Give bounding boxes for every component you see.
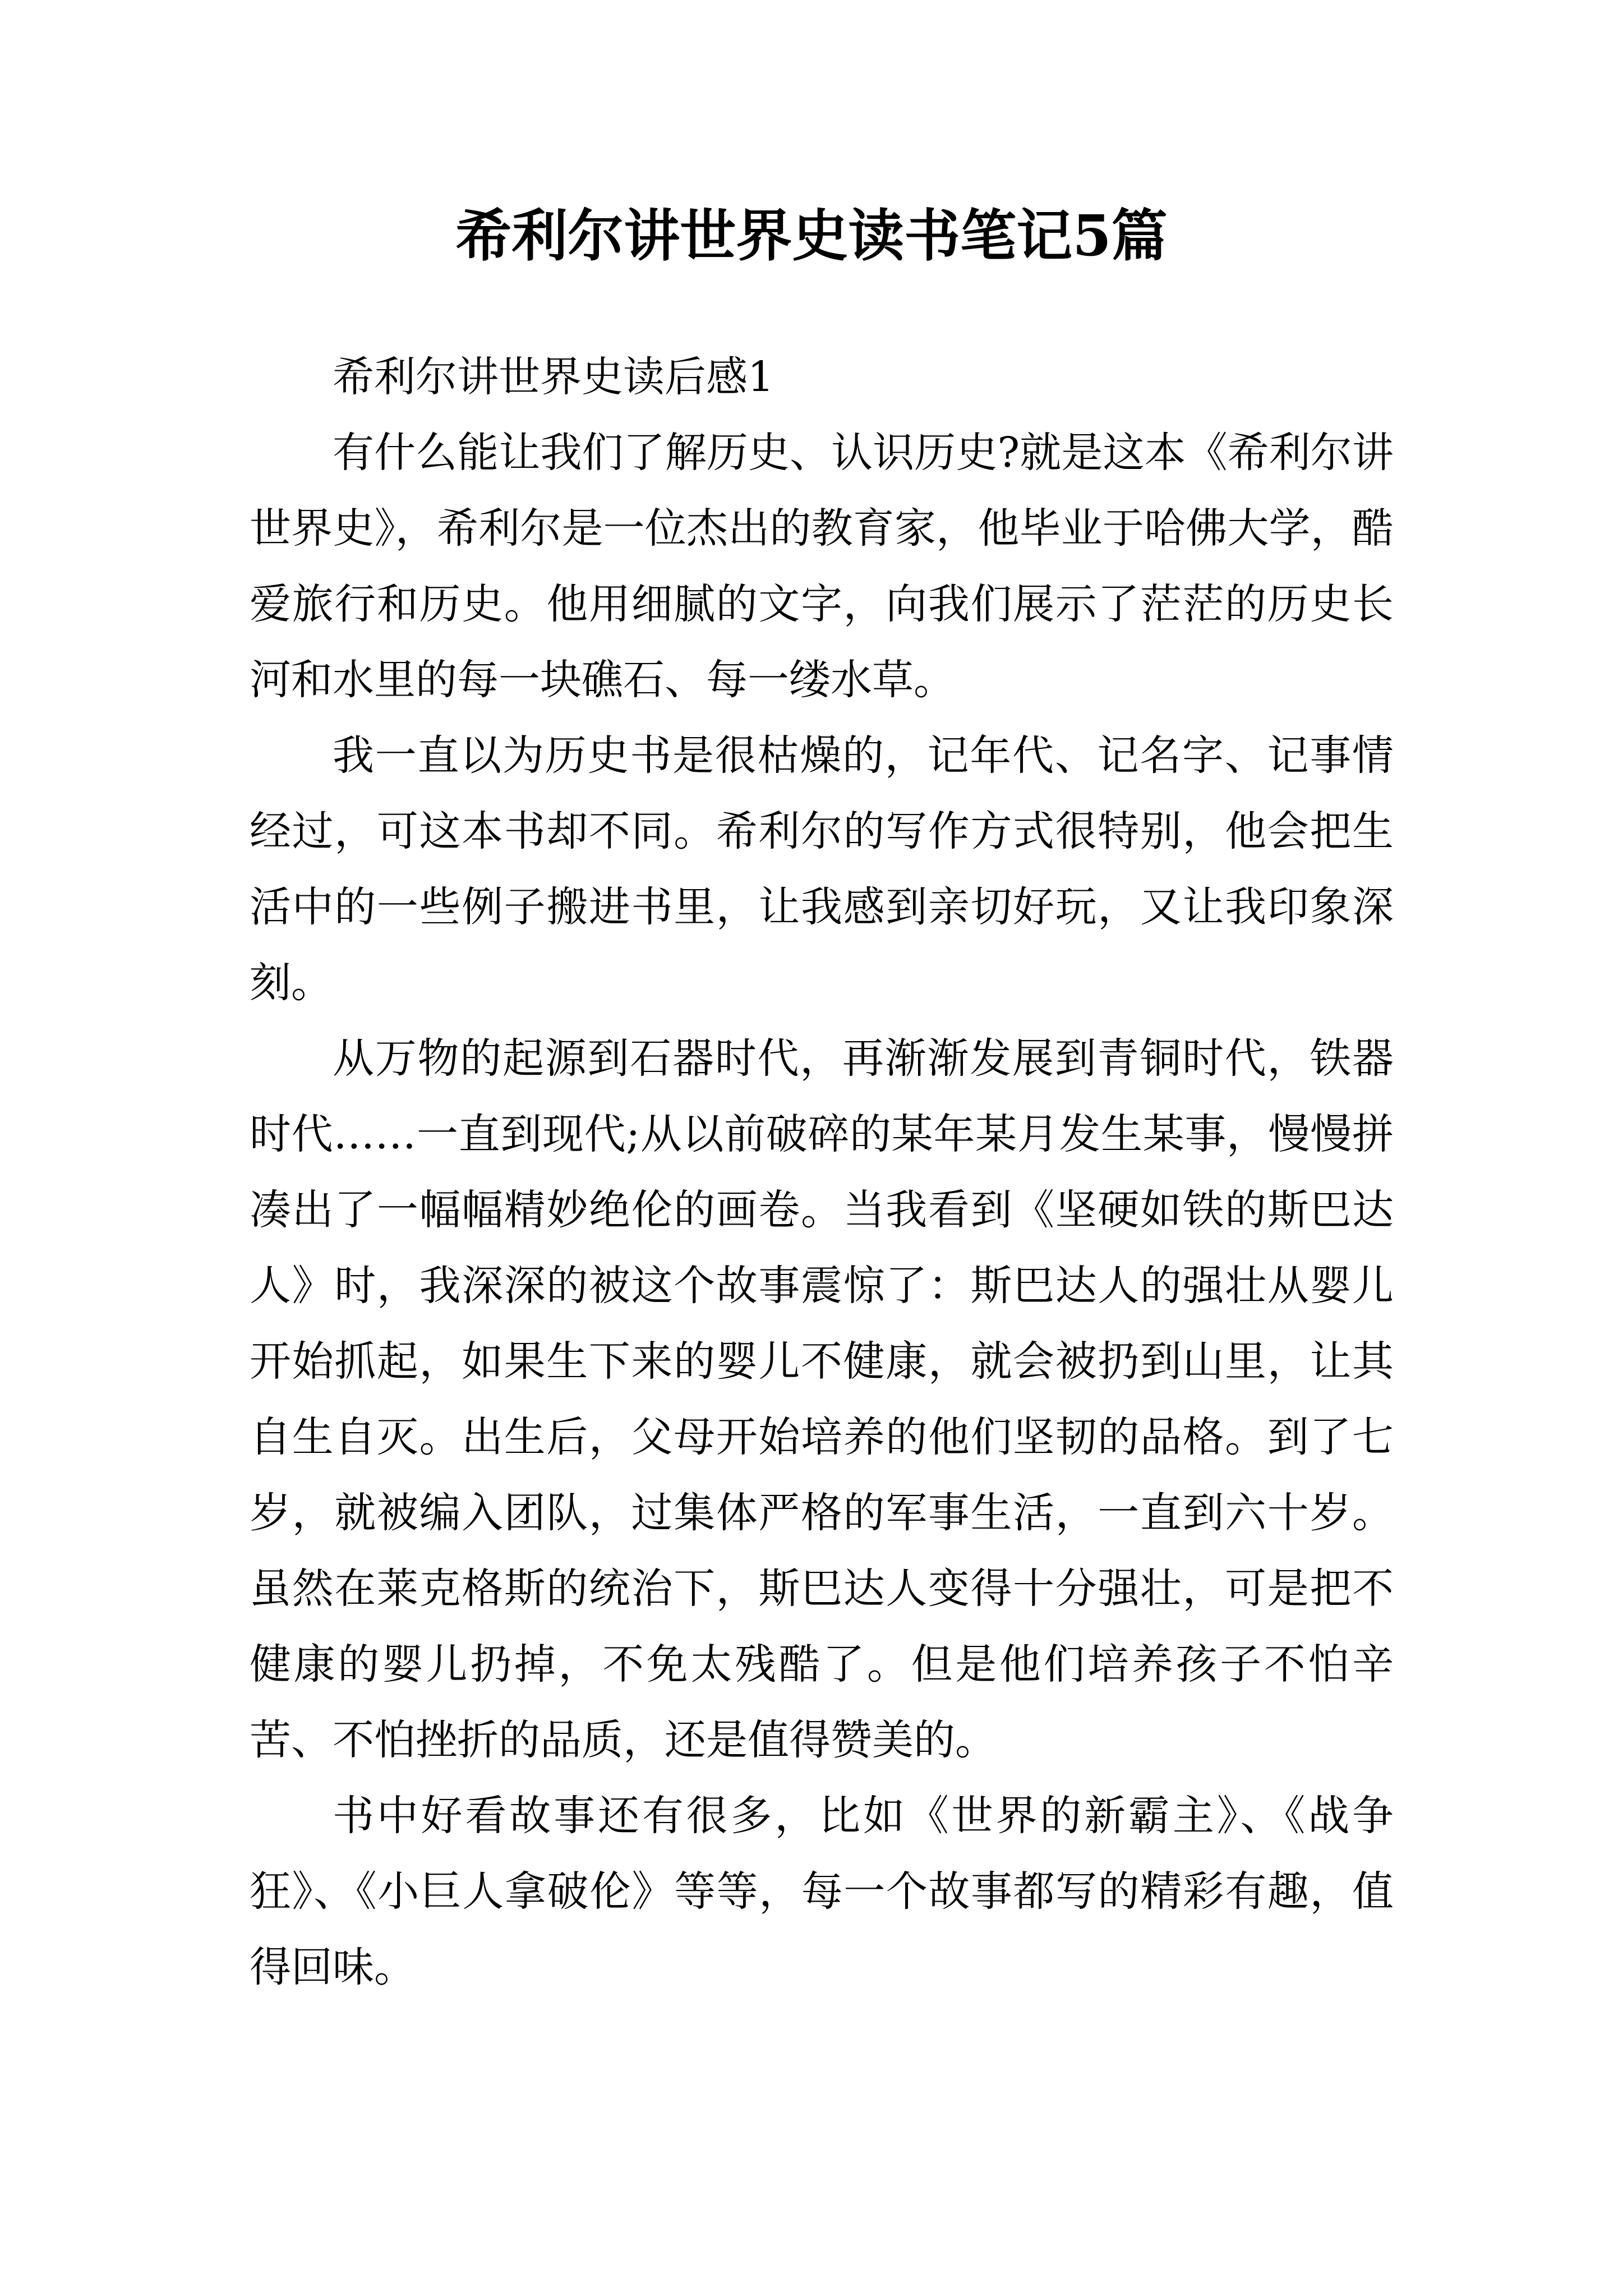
document-body — [250, 339, 1394, 2005]
document-title: 希利尔讲世界史读书笔记5篇 — [455, 203, 1168, 269]
paragraph: 有什么能让我们了解历史、认识历史?就是这本《希利尔讲世界史》，希利尔是一位杰出的教育家，他毕业于哈佛大学，酷爱旅行和历史。他用细腻的文字，向我们展示了茫茫的历史长河和水里的每一块礁石、每一缕水草。 — [250, 429, 1394, 704]
paragraph: 我一直以为历史书是很枯燥的，记年代、记名字、记事情经过，可这本书却不同。希利尔的写作方式很特别，他会把生活中的一些例子搬进书里，让我感到亲切好玩，又让我印象深刻。 — [250, 731, 1394, 1007]
section-heading: 希利尔讲世界史读后感1 — [333, 353, 774, 401]
paragraph: 书中好看故事还有很多，比如《世界的新霸主》、《战争狂》、《小巨人拿破伦》等等，每一个故事都写的精彩有趣，值得回味。 — [250, 1792, 1394, 1991]
paragraph: 从万物的起源到石器时代，再渐渐发展到青铜时代，铁器时代……一直到现代;从以前破碎的某年某月发生某事，慢慢拼凑出了一幅幅精妙绝伦的画卷。当我看到《坚硬如铁的斯巴达人》时，我深深的被这个故事震惊了：斯巴达人的强壮从婴儿开始抓起，如果生下来的婴儿不健康，就会被扔到山里，让其自生自灭。出生后，父母开始培养的他们坚韧的品格。到了七岁，就被编入团队，过集体严格的军事生活，一直到六十岁。虽然在莱克格斯的统治下，斯巴达人变得十分强壮，可是把不健康的婴儿扔掉，不免太残酷了。但是他们培养孩子不怕辛苦、不怕挫折的品质，还是值得赞美的。 — [250, 1034, 1394, 1764]
